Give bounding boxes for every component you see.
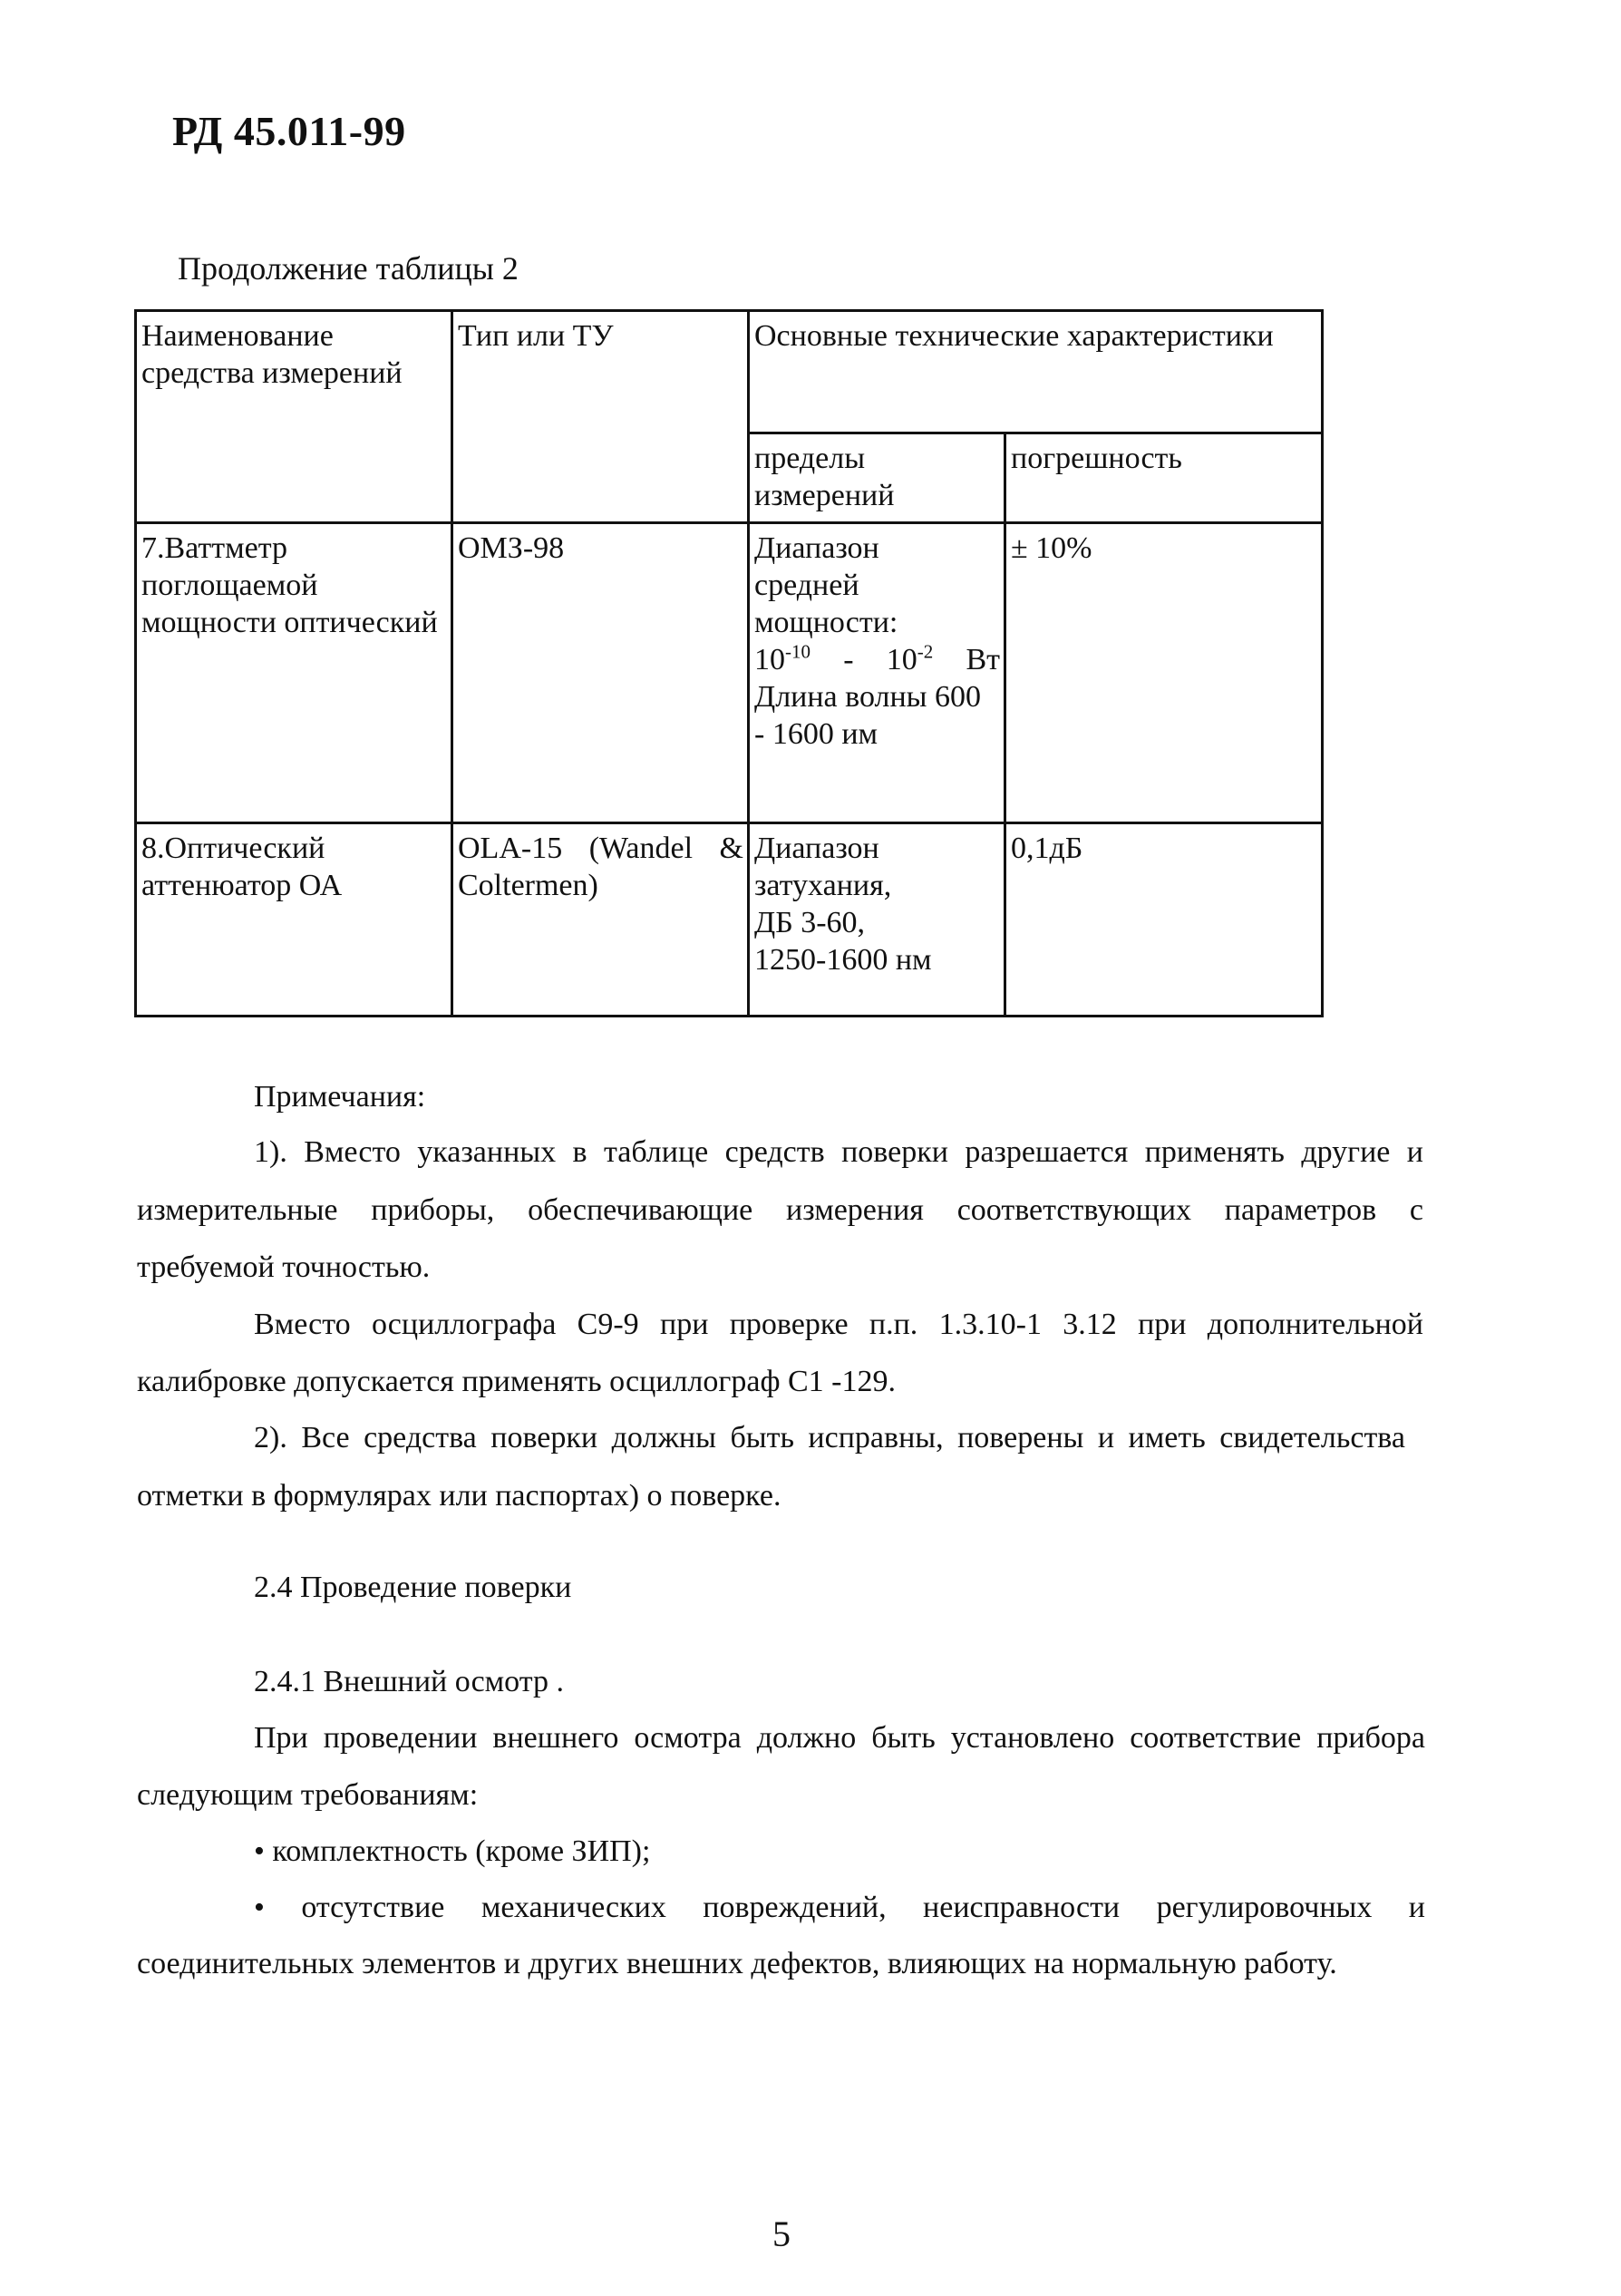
section-2-4-1-heading: 2.4.1 Внешний осмотр . bbox=[254, 1665, 565, 1698]
header-limits-cell bbox=[749, 433, 1005, 523]
row8-type-cell bbox=[452, 823, 749, 1017]
row8-type-line: Coltermen) bbox=[458, 869, 598, 902]
page-number: 5 bbox=[772, 2213, 791, 2254]
header-error: погрешность bbox=[1011, 442, 1182, 475]
instruments-table bbox=[134, 309, 1324, 1017]
row7-name-line: мощности оптический bbox=[141, 606, 438, 639]
note1b-line: калибровке допускается применять осциллограф С1 -129. bbox=[137, 1365, 896, 1398]
row8-limits-line: ДБ 3-60, bbox=[754, 906, 866, 939]
note2-line: отметки в формулярах или паспортах) о поверке. bbox=[137, 1479, 781, 1513]
table-subheader-row bbox=[136, 433, 1323, 523]
bullet-completeness: • комплектность (кроме ЗИП); bbox=[254, 1834, 651, 1868]
power-from-exp: -10 bbox=[785, 640, 810, 663]
table-caption: Продолжение таблицы 2 bbox=[178, 250, 519, 287]
power-from: 10 bbox=[754, 643, 785, 676]
header-characteristics-cell bbox=[749, 311, 1323, 433]
header-name-cell-continued bbox=[136, 433, 452, 523]
table-row bbox=[136, 823, 1323, 1017]
row8-name-cell bbox=[136, 823, 452, 1017]
note1-line: 1). Вместо указанных в таблице средств поверки разрешается применять другие и bbox=[254, 1135, 1423, 1169]
header-limits-line: измерений bbox=[754, 479, 895, 512]
row7-limits-line: Диапазон bbox=[754, 531, 879, 565]
row7-error: ± 10% bbox=[1011, 531, 1092, 565]
row7-error-cell bbox=[1005, 523, 1323, 823]
row7-limits-line: мощности: bbox=[754, 606, 898, 639]
row8-name-line: аттенюатор ОА bbox=[141, 869, 343, 902]
row8-limits-line: Диапазон bbox=[754, 832, 879, 865]
row7-power-range bbox=[754, 641, 1000, 678]
header-error-cell bbox=[1005, 433, 1323, 523]
header-name-line: средства измерений bbox=[141, 356, 403, 390]
row8-name-line: 8.Оптический bbox=[141, 832, 325, 865]
row8-error-cell bbox=[1005, 823, 1323, 1017]
table-header-row bbox=[136, 311, 1323, 433]
row7-name-cell bbox=[136, 523, 452, 823]
row7-limits-cell bbox=[749, 523, 1005, 823]
power-dash: - bbox=[843, 643, 854, 676]
power-to: 10 bbox=[886, 643, 917, 676]
row7-limits-line: средней bbox=[754, 569, 859, 602]
row8-limits-cell bbox=[749, 823, 1005, 1017]
header-limits-line: пределы bbox=[754, 442, 866, 475]
row8-limits-line: 1250-1600 нм bbox=[754, 943, 932, 977]
note2-line: 2). Все средства поверки должны быть исправны, поверены и иметь свидетельства bbox=[254, 1421, 1405, 1454]
inspection-intro-line: следующим требованиям: bbox=[137, 1778, 479, 1812]
row8-type-line: OLA-15 (Wandel & bbox=[458, 832, 743, 865]
row7-name-line: 7.Ваттметр bbox=[141, 531, 287, 565]
bullet-no-damage-line: соединительных элементов и других внешних дефектов, влияющих на нормальную работу. bbox=[137, 1947, 1337, 1980]
row8-limits-line: затухания, bbox=[754, 869, 892, 902]
row7-type-cell bbox=[452, 523, 749, 823]
row7-type: ОМЗ-98 bbox=[458, 531, 565, 565]
section-2-4-heading: 2.4 Проведение поверки bbox=[254, 1571, 572, 1604]
note1b-line: Вместо осциллографа С9-9 при проверке п.п. 1.3.10-1 3.12 при дополнительной bbox=[254, 1308, 1423, 1341]
table-row bbox=[136, 523, 1323, 823]
header-type-cell-continued bbox=[452, 433, 749, 523]
header-type-cell bbox=[452, 311, 749, 433]
row7-wavelength-end: - 1600 им bbox=[754, 717, 878, 751]
header-type: Тип или ТУ bbox=[458, 319, 614, 353]
document-code: РД 45.011-99 bbox=[172, 108, 406, 154]
power-unit: Вт bbox=[966, 643, 1001, 676]
header-name-cell bbox=[136, 311, 452, 433]
row7-wavelength: Длина волны 600 bbox=[754, 680, 982, 714]
header-characteristics: Основные технические характеристики bbox=[754, 319, 1274, 353]
note1-line: требуемой точностью. bbox=[137, 1250, 431, 1284]
power-to-exp: -2 bbox=[917, 640, 934, 663]
row8-error: 0,1дБ bbox=[1011, 832, 1083, 865]
row7-name-line: поглощаемой bbox=[141, 569, 318, 602]
header-name-line: Наименование bbox=[141, 319, 334, 353]
inspection-intro-line: При проведении внешнего осмотра должно быть установлено соответствие прибора bbox=[254, 1721, 1425, 1755]
notes-title: Примечания: bbox=[254, 1080, 426, 1114]
note1-line: измерительные приборы, обеспечивающие измерения соответствующих параметров с bbox=[137, 1193, 1423, 1227]
bullet-no-damage-line: • отсутствие механических повреждений, неисправности регулировочных и bbox=[254, 1891, 1425, 1924]
